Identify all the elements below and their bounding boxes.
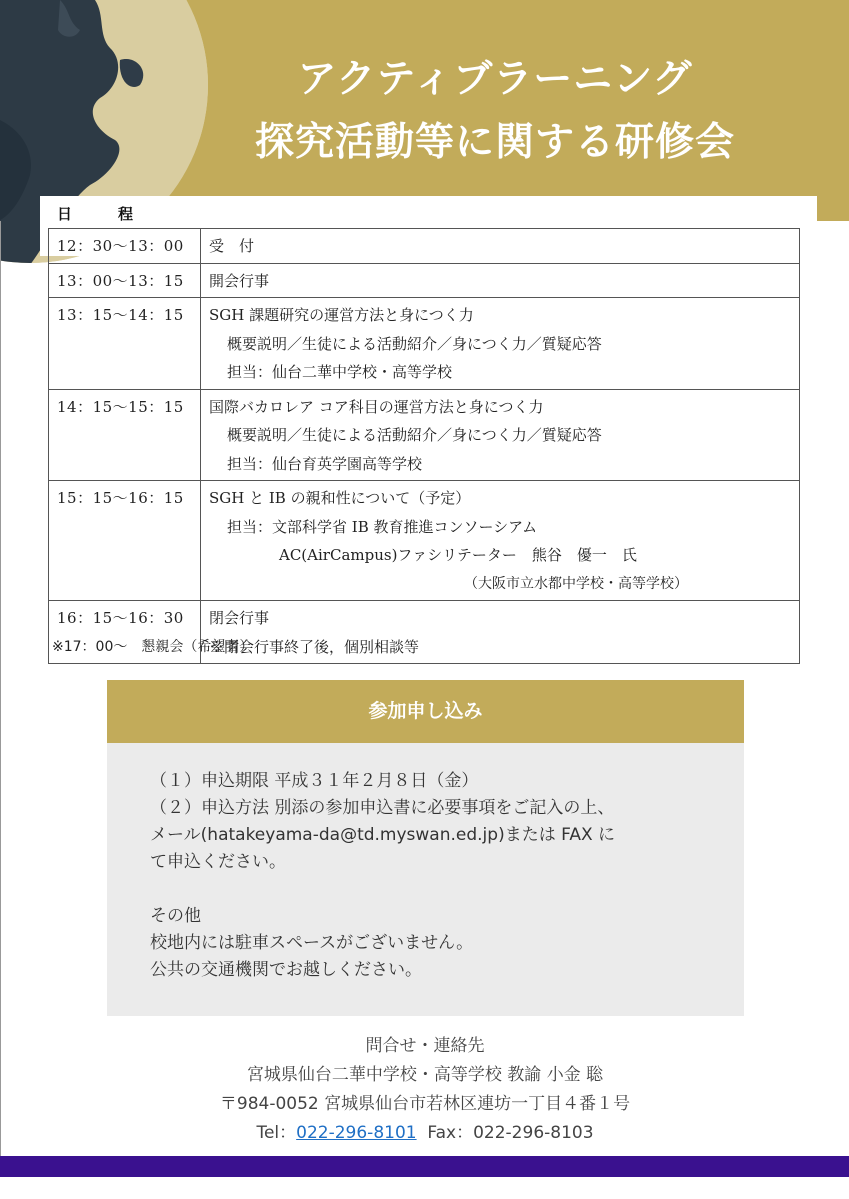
tel-label: Tel：: [256, 1123, 297, 1143]
schedule-row: [49, 389, 800, 481]
schedule-time: 15：15〜16：15: [49, 481, 201, 601]
schedule-time: 14：15〜15：15: [49, 389, 201, 481]
application-deadline: （１）申込期限 平成３１年２月８日（金）: [150, 771, 479, 791]
reception-note: ※17：00〜 懇親会（希望者）: [52, 639, 254, 655]
application-method-cont: メール(hatakeyama-da@td.myswan.ed.jp)または FAX に: [150, 825, 616, 845]
contact-phone-line: [150, 1119, 700, 1148]
other-label: その他: [150, 906, 201, 926]
schedule-time: 13：15〜14：15: [49, 298, 201, 390]
schedule-content: 国際バカロレア コア科目の運営方法と身につく力 概要説明／生徒による活動紹介／身につく力／質疑応答 担当：仙台育英学園高等学校: [201, 389, 800, 481]
schedule-heading-part1: 日: [57, 205, 75, 223]
schedule-time: 16：15〜16：30: [49, 601, 201, 664]
schedule-row: [49, 481, 800, 601]
application-text: [150, 768, 720, 984]
schedule-content: 閉会行事 ※閉会行事終了後，個別相談等: [201, 601, 800, 664]
schedule-row: [49, 298, 800, 390]
banner-title: [185, 48, 805, 174]
schedule-time: 13：00〜13：15: [49, 263, 201, 298]
application-header: 参加申し込み: [107, 680, 744, 743]
contact-label: 問合せ・連絡先: [365, 1036, 485, 1056]
application-method: （２）申込方法 別添の参加申込書に必要事項をご記入の上、: [150, 798, 615, 818]
schedule-heading: [57, 203, 135, 224]
parking-note: 校地内には駐車スペースがございません。: [150, 933, 474, 953]
schedule-table: [48, 228, 800, 664]
schedule-content: SGH 課題研究の運営方法と身につく力 概要説明／生徒による活動紹介／身につく力／質疑応答 担当：仙台二華中学校・高等学校: [201, 298, 800, 390]
schedule-content: 開会行事: [201, 263, 800, 298]
footer-bar: [0, 1156, 849, 1177]
page-border: [0, 221, 1, 1156]
contact-address: 〒984-0052 宮城県仙台市若林区連坊一丁目４番１号: [219, 1094, 631, 1114]
banner-title-line2: 探究活動等に関する研修会: [254, 120, 735, 165]
contact-block: [150, 1032, 700, 1148]
transport-note: 公共の交通機関でお越しください。: [150, 960, 422, 980]
banner-title-line1: アクティブラーニング: [297, 57, 693, 102]
application-method-end: て申込ください。: [150, 852, 286, 872]
schedule-content: SGH と IB の親和性について（予定） 担当：文部科学省 IB 教育推進コンソーシアム AC(AirCampus)ファシリテーター 熊谷 優一 氏 （大阪市立水都中学校・高等学校）: [201, 481, 800, 601]
schedule-row: [49, 229, 800, 264]
schedule-content: 受 付: [201, 229, 800, 264]
schedule-heading-part2: 程: [118, 205, 136, 223]
contact-org: 宮城県仙台二華中学校・高等学校 教諭 小金 聡: [246, 1065, 604, 1085]
tel-link[interactable]: 022-296-8101: [296, 1123, 417, 1143]
schedule-time: 12：30〜13：00: [49, 229, 201, 264]
schedule-row: [49, 263, 800, 298]
fax-number: Fax：022-296-8103: [427, 1123, 594, 1143]
